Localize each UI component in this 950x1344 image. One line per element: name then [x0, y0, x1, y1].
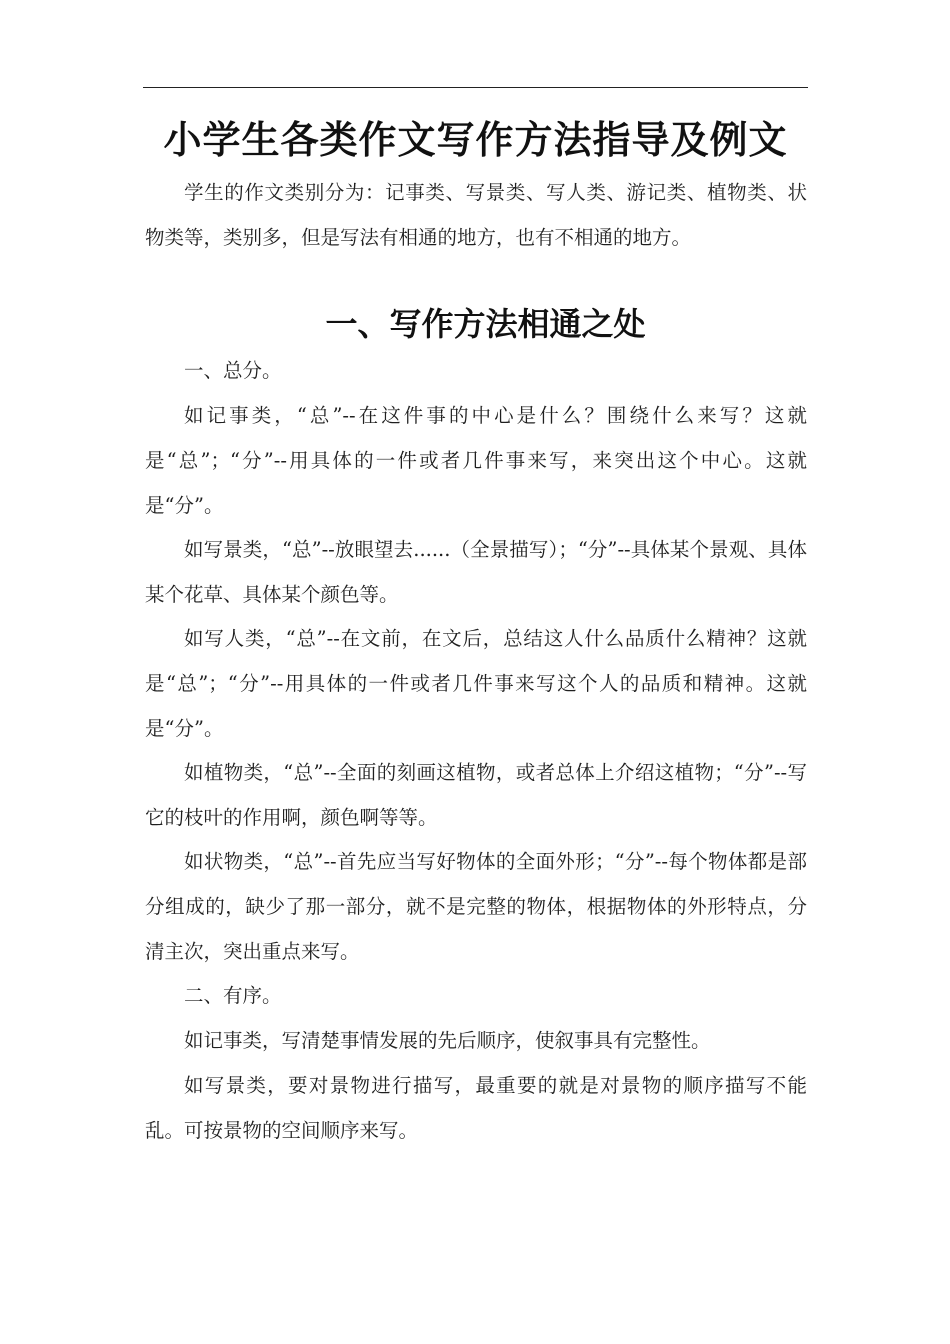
paragraph-zhuangwu: 如状物类，“总”--首先应当写好物体的全面外形；“分”--每个物体都是部分组成的，缺少了那一部分，就不是完整的物体，根据物体的外形特点，分清主次，突出重点来写。 — [145, 850, 807, 963]
subheading-zongfen: 一、总分。 — [184, 359, 282, 382]
section-heading: 一、写作方法相通之处 — [325, 305, 646, 343]
paragraph-xieren: 如写人类，“总”--在文前，在文后，总结这人什么品质什么精神？这就是“总”；“分”--用具体的一件或者几件事来写这个人的品质和精神。这就是“分”。 — [145, 627, 807, 740]
paragraph-xiejing: 如写景类，“总”--放眼望去......（全景描写）；“分”--具体某个景观、具体某个花草、具体某个颜色等。 — [145, 538, 807, 606]
paragraph-jishi: 如记事类，“总”--在这件事的中心是什么？围绕什么来写？这就是“总”；“分”--用具体的一件或者几件事来写，来突出这个中心。这就是“分”。 — [145, 404, 807, 517]
intro-paragraph: 学生的作文类别分为：记事类、写景类、写人类、游记类、植物类、状物类等，类别多，但是写法有相通的地方，也有不相通的地方。 — [145, 181, 807, 249]
paragraph-xiejing-youxu: 如写景类，要对景物进行描写，最重要的就是对景物的顺序描写不能乱。可按景物的空间顺序来写。 — [145, 1074, 807, 1142]
document-title: 小学生各类作文写作方法指导及例文 — [163, 118, 788, 162]
paragraph-jishi-youxu: 如记事类，写清楚事情发展的先后顺序，使叙事具有完整性。 — [184, 1029, 711, 1052]
subheading-youxu: 二、有序。 — [184, 984, 282, 1007]
header-rule — [143, 87, 808, 88]
paragraph-zhiwu: 如植物类，“总”--全面的刻画这植物，或者总体上介绍这植物；“分”--写它的枝叶的作用啊，颜色啊等等。 — [145, 761, 807, 829]
